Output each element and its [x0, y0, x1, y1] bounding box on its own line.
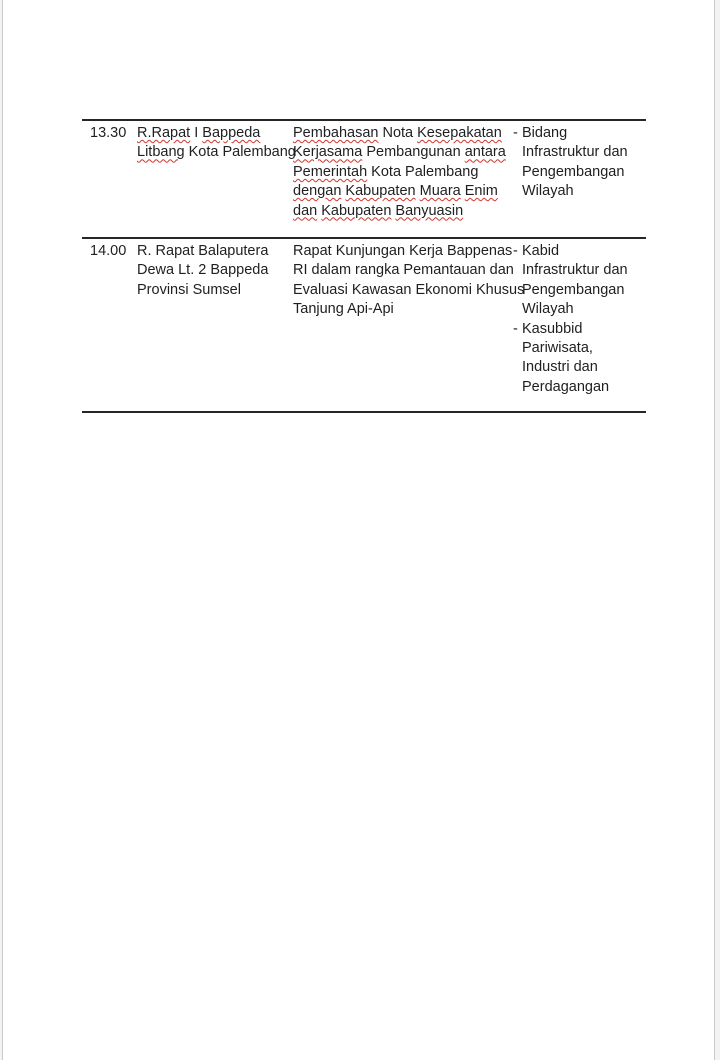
- misspelled-word: Muara: [419, 183, 461, 200]
- misspelled-word: Kabupaten: [321, 202, 392, 219]
- text-run: Tanjung Api-Api: [293, 301, 394, 318]
- text-line: [293, 143, 510, 162]
- time-value: 13.30: [90, 125, 127, 141]
- attendee-item: [513, 124, 646, 202]
- text-run: Kota Palembang: [367, 163, 479, 180]
- text-line: [293, 300, 510, 319]
- document-page: [2, 0, 715, 1060]
- misspelled-word: Kesepakatan: [417, 125, 502, 141]
- attendee-item: [513, 242, 646, 320]
- misspelled-word: Kabupaten: [345, 183, 416, 200]
- location-cell: [137, 242, 293, 411]
- text-run: I: [190, 125, 203, 141]
- misspelled-word: antara: [464, 144, 506, 161]
- text-line: [137, 124, 293, 143]
- text-line: [293, 124, 510, 143]
- text-line: Infrastruktur dan: [522, 144, 628, 161]
- text-line: Kabid: [522, 243, 560, 259]
- misspelled-word: Bappeda: [202, 125, 261, 141]
- text-run: Nota: [378, 125, 418, 141]
- text-line: [293, 281, 525, 300]
- text-run: Provinsi Sumsel: [137, 281, 241, 298]
- time-cell: [82, 124, 137, 237]
- text-line: Perdagangan: [522, 378, 610, 395]
- text-line: [293, 182, 510, 201]
- text-line: Infrastruktur dan: [522, 262, 628, 279]
- text-line: [137, 143, 296, 162]
- attendee-text: [522, 320, 609, 398]
- bullet-dash: -: [513, 320, 518, 337]
- text-line: [137, 261, 293, 280]
- attendees-cell: [510, 242, 646, 411]
- text-line: Pariwisata,: [522, 340, 593, 357]
- misspelled-word: Banyuasin: [395, 202, 464, 219]
- attendee-item: [513, 320, 646, 398]
- text-line: [137, 242, 293, 261]
- text-line: Pengembangan: [522, 281, 625, 298]
- misspelled-word: Pembahasan: [293, 125, 379, 141]
- attendee-text: [522, 124, 628, 202]
- table-row: [82, 239, 646, 413]
- text-line: Pengembangan: [522, 163, 625, 180]
- text-run: Evaluasi Kawasan Ekonomi Khusus: [293, 281, 525, 298]
- text-line: [137, 281, 293, 300]
- text-line: Industri dan: [522, 359, 598, 376]
- text-run: Pembangunan: [362, 144, 465, 161]
- attendee-text: [522, 242, 628, 320]
- text-run: RI dalam rangka Pemantauan dan: [293, 262, 514, 279]
- text-run: Dewa Lt. 2 Bappeda: [137, 262, 269, 279]
- agenda-cell: [293, 124, 510, 237]
- text-line: Kasubbid: [522, 320, 583, 337]
- misspelled-word: Litbang: [137, 144, 185, 161]
- text-run: R. Rapat Balaputera: [137, 243, 269, 259]
- bullet-dash: -: [513, 125, 518, 141]
- misspelled-word: R.Rapat: [137, 125, 191, 141]
- text-line: Wilayah: [522, 301, 574, 318]
- text-line: [293, 202, 510, 221]
- misspelled-word: Enim: [464, 183, 498, 200]
- location-cell: [137, 124, 296, 237]
- attendees-cell: [510, 124, 646, 237]
- text-line: [293, 261, 514, 280]
- misspelled-word: dengan: [293, 183, 342, 200]
- time-cell: [82, 242, 137, 411]
- schedule-table: [82, 119, 646, 413]
- text-run: Rapat Kunjungan Kerja Bappenas: [293, 243, 513, 259]
- time-value: 14.00: [90, 243, 127, 259]
- text-line: [293, 242, 513, 261]
- misspelled-word: Kerjasama: [293, 144, 363, 161]
- bullet-dash: -: [513, 243, 518, 259]
- text-line: Wilayah: [522, 183, 574, 200]
- text-line: Bidang: [522, 125, 568, 141]
- text-line: [293, 163, 510, 182]
- agenda-cell: [293, 242, 525, 411]
- text-run: Kota Palembang: [184, 144, 296, 161]
- misspelled-word: dan: [293, 202, 318, 219]
- table-row: [82, 121, 646, 239]
- misspelled-word: Pemerintah: [293, 163, 368, 180]
